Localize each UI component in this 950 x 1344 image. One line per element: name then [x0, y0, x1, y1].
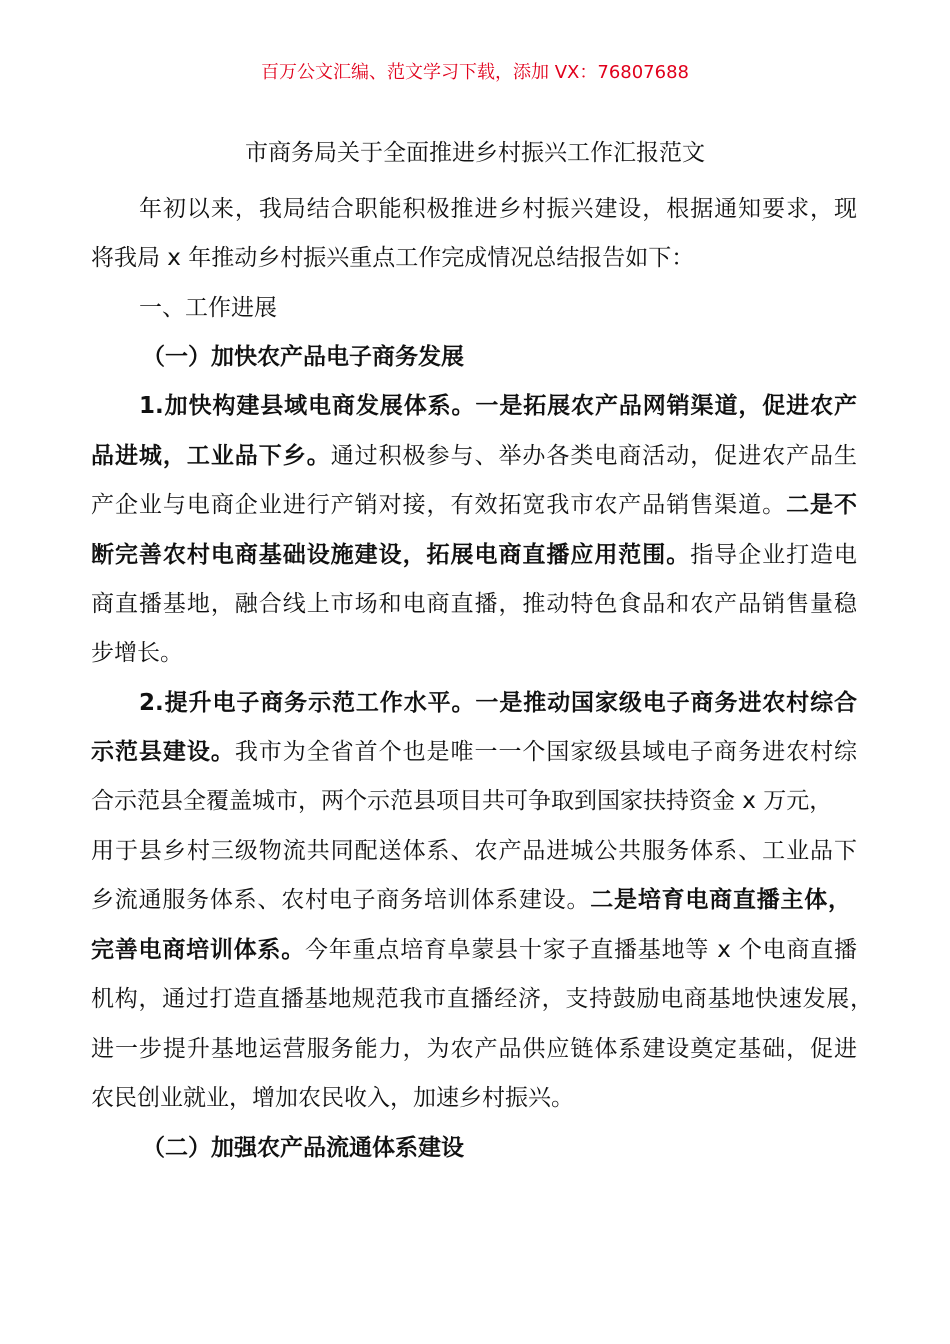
body-text: 乡流通服务体系、农村电子商务培训体系建设。: [91, 887, 591, 913]
paragraph-line: [139, 391, 857, 421]
document-title: 市商务局关于全面推进乡村振兴工作汇报范文: [245, 140, 705, 166]
body-text: 我市为全省首个也是唯一一个国家级县域电子商务进农村综: [234, 739, 858, 765]
paragraph-line: 年初以来，我局结合职能积极推进乡村振兴建设，根据通知要求，现: [139, 196, 857, 222]
body-text: 产企业与电商企业进行产销对接，有效拓宽我市农产品销售渠道。: [91, 492, 787, 518]
paragraph-line: 将我局 x 年推动乡村振兴重点工作完成情况总结报告如下：: [91, 245, 695, 271]
paragraph-line: [91, 885, 851, 915]
paragraph-line: 农民创业就业，增加农民收入，加速乡村振兴。: [91, 1085, 574, 1111]
paragraph-line: 步增长。: [91, 640, 183, 666]
paragraph-line: [91, 441, 857, 471]
bold-text: 断完善农村电商基础设施建设，拓展电商直播应用范围。: [91, 542, 691, 568]
bold-text: 二是培育电商直播主体，: [590, 887, 852, 913]
paragraph-line: 合示范县全覆盖城市，两个示范县项目共可争取到国家扶持资金 x 万元，: [91, 788, 833, 814]
paragraph-line: 进一步提升基地运营服务能力，为农产品供应链体系建设奠定基础，促进: [91, 1036, 857, 1062]
paragraph-line: 用于县乡村三级物流共同配送体系、农产品进城公共服务体系、工业品下: [91, 838, 857, 864]
body-text: 今年重点培育阜蒙县十家子直播基地等 x 个电商直播: [304, 937, 858, 963]
bold-text: 1.加快构建县域电商发展体系。一是拓展农产品网销渠道，促进农产: [139, 393, 857, 419]
bold-text: 示范县建设。: [91, 739, 235, 765]
bold-text: 完善电商培训体系。: [91, 937, 305, 963]
body-text: 指导企业打造电: [690, 542, 858, 568]
bold-text: 品进城，工业品下乡。: [91, 443, 331, 469]
section-heading: 一、工作进展: [139, 295, 277, 321]
paragraph-line: [91, 737, 857, 767]
subsection-heading: [142, 1133, 860, 1163]
body-text: 通过积极参与、举办各类电商活动，促进农产品生: [330, 443, 858, 469]
paragraph-line: 商直播基地，融合线上市场和电商直播，推动特色食品和农产品销售量稳: [91, 591, 857, 617]
watermark-header: 百万公文汇编、范文学习下载，添加 VX：76807688: [261, 62, 689, 83]
paragraph-line: [91, 540, 857, 570]
paragraph-line: [91, 935, 857, 965]
bold-text: 2.提升电子商务示范工作水平。一是推动国家级电子商务进农村综合: [139, 690, 857, 716]
subsection-heading-text: （一）加快农产品电子商务发展: [142, 344, 464, 370]
subsection-heading: [142, 342, 860, 372]
subsection-heading-text: （二）加强农产品流通体系建设: [142, 1135, 464, 1161]
paragraph-line: [139, 688, 857, 718]
bold-text: 二是不: [786, 492, 858, 518]
paragraph-line: [91, 490, 857, 520]
paragraph-line: 机构，通过打造直播基地规范我市直播经济，支持鼓励电商基地快速发展，: [91, 986, 873, 1012]
